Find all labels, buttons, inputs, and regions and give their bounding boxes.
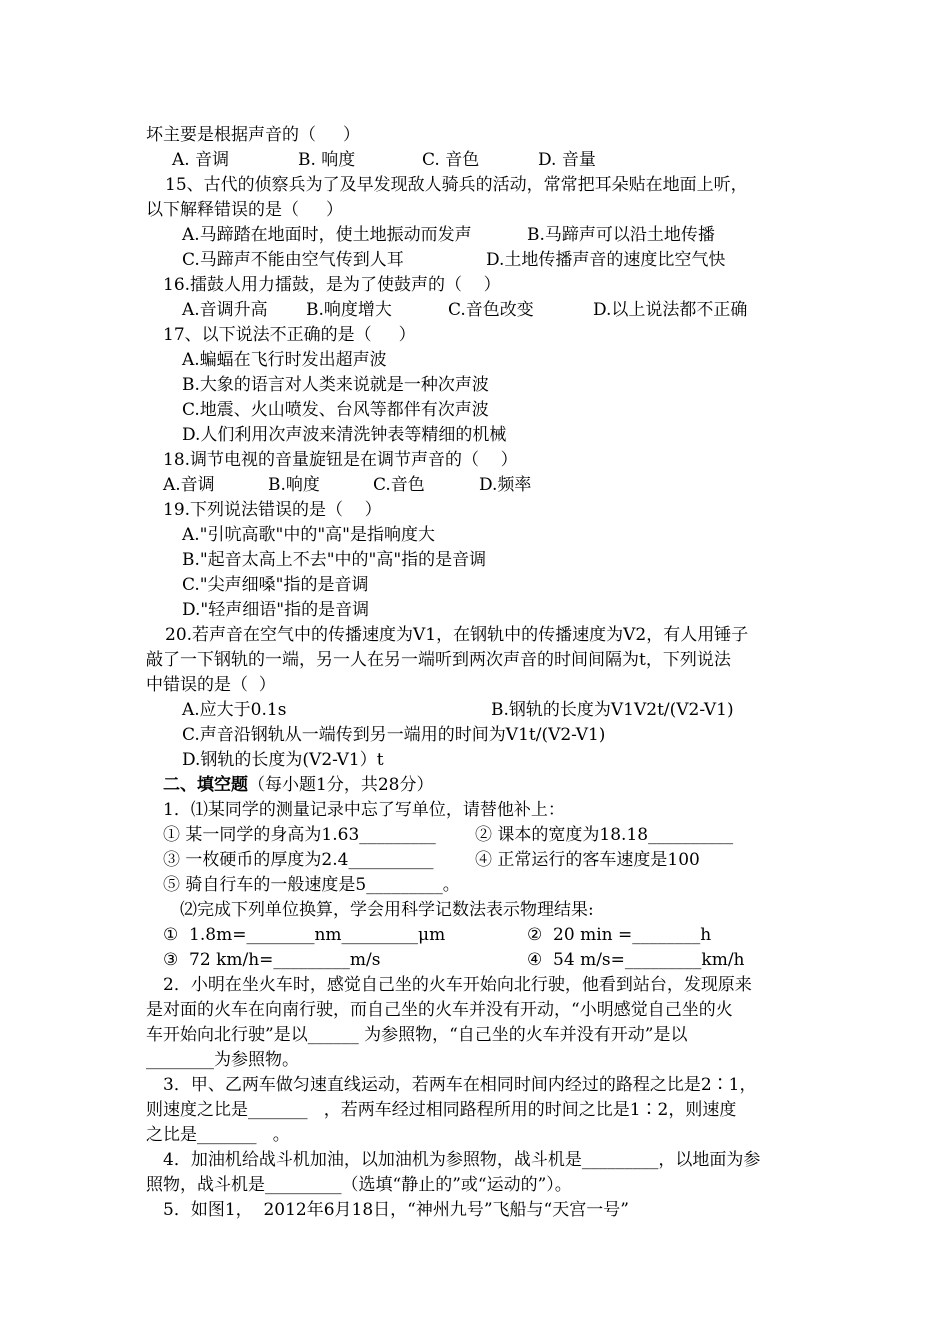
- text-segment: B.大象的语言对人类来说就是一种次声波: [182, 375, 489, 395]
- text-segment: 坏主要是根据声音的（ ）: [146, 125, 361, 145]
- text-line: [0, 423, 950, 448]
- text-line: [0, 523, 950, 548]
- text-segment: ① 某一同学的身高为1.63_________: [163, 825, 436, 845]
- text-line: [0, 873, 950, 898]
- text-segment: ③ 一枚硬币的厚度为2.4__________: [163, 850, 434, 870]
- text-line: [0, 248, 950, 273]
- text-line: [0, 698, 950, 723]
- text-segment: 则速度之比是_______ ，若两车经过相同路程所用的时间之比是1∶2，则速度: [146, 1100, 737, 1120]
- text-segment: A."引吭高歌"中的"高"是指响度大: [182, 525, 435, 545]
- text-segment: 5．如图1， 2012年6月18日，“神州九号”飞船与“天宫一号”: [163, 1200, 629, 1220]
- text-line: [0, 648, 950, 673]
- text-segment: 敲了一下钢轨的一端，另一人在另一端听到两次声音的时间间隔为t，下列说法: [146, 650, 731, 670]
- text-segment: ③ 72 km/h=_________m/s: [163, 950, 381, 970]
- text-line: [0, 723, 950, 748]
- text-segment: D.以上说法都不正确: [593, 300, 748, 320]
- text-segment: 20.若声音在空气中的传播速度为V1，在钢轨中的传播速度为V2，有人用锤子: [165, 625, 749, 645]
- text-segment: 1．⑴某同学的测量记录中忘了写单位，请替他补上：: [163, 800, 565, 820]
- text-line: [0, 823, 950, 848]
- text-line: [0, 173, 950, 198]
- text-segment: D.土地传播声音的速度比空气快: [486, 250, 726, 270]
- text-segment: ① 1.8m=________nm_________μm: [163, 925, 446, 945]
- text-line: [0, 623, 950, 648]
- text-segment: B."起音太高上不去"中的"高"指的是音调: [182, 550, 487, 570]
- text-segment: ⑵完成下列单位换算，学会用科学记数法表示物理结果:: [180, 900, 594, 920]
- text-segment: A.音调升高: [182, 300, 268, 320]
- text-line: [0, 1048, 950, 1073]
- text-segment: 16.擂鼓人用力擂鼓，是为了使鼓声的（ ）: [163, 275, 501, 295]
- text-line: [0, 348, 950, 373]
- text-line: [0, 148, 950, 173]
- text-line: [0, 1198, 950, 1223]
- text-segment: 之比是_______ 。: [146, 1125, 290, 1145]
- text-line: [0, 773, 950, 798]
- text-line: [0, 598, 950, 623]
- text-line: [0, 123, 950, 148]
- text-segment: C.音色改变: [448, 300, 534, 320]
- text-segment: D."轻声细语"指的是音调: [182, 600, 370, 620]
- text-line: [0, 398, 950, 423]
- text-segment: ④ 54 m/s=_________km/h: [527, 950, 745, 970]
- text-segment: ⑤ 骑自行车的一般速度是5_________。: [163, 875, 460, 895]
- text-line: [0, 223, 950, 248]
- text-segment: B. 响度: [298, 150, 356, 170]
- text-segment: A. 音调: [172, 150, 230, 170]
- text-segment: D.频率: [479, 475, 532, 495]
- text-line: [0, 898, 950, 923]
- text-segment: D.钢轨的长度为(V2-V1）t: [182, 750, 384, 770]
- text-line: [0, 1148, 950, 1173]
- text-segment: C.音色: [373, 475, 425, 495]
- text-segment: 18.调节电视的音量旋钮是在调节声音的（ ）: [163, 450, 518, 470]
- text-line: [0, 1023, 950, 1048]
- text-segment: C.马蹄声不能由空气传到人耳: [182, 250, 404, 270]
- text-line: [0, 498, 950, 523]
- text-segment: 是对面的火车在向南行驶，而自己坐的火车并没有开动，“小明感觉自己坐的火: [146, 1000, 733, 1020]
- text-segment: A.音调: [163, 475, 215, 495]
- text-segment: B.响度: [268, 475, 320, 495]
- text-line: [0, 1173, 950, 1198]
- text-line: [0, 198, 950, 223]
- text-line: [0, 298, 950, 323]
- text-segment: ② 20 min =________h: [527, 925, 712, 945]
- text-line: [0, 848, 950, 873]
- text-line: [0, 1098, 950, 1123]
- text-segment: A.马蹄踏在地面时，使土地振动而发声: [182, 225, 472, 245]
- text-segment: 以下解释错误的是（ ）: [146, 200, 344, 220]
- text-line: [0, 748, 950, 773]
- text-segment: 照物，战斗机是_________（选填“静止的”或“运动的”）。: [146, 1175, 572, 1195]
- text-line: [0, 798, 950, 823]
- text-segment: C.声音沿钢轨从一端传到另一端用的时间为V1t/(V2-V1): [182, 725, 606, 745]
- text-segment: 4．加油机给战斗机加油，以加油机为参照物，战斗机是_________，以地面为参: [163, 1150, 761, 1170]
- text-line: [0, 473, 950, 498]
- text-segment: 17、以下说法不正确的是（ ）: [163, 325, 416, 345]
- text-line: [0, 1073, 950, 1098]
- text-segment: 15、古代的侦察兵为了及早发现敌人骑兵的活动，常常把耳朵贴在地面上听，: [165, 175, 748, 195]
- text-segment: 3．甲、乙两车做匀速直线运动，若两车在相同时间内经过的路程之比是2∶1，: [163, 1075, 757, 1095]
- text-line: [0, 973, 950, 998]
- text-segment: 2．小明在坐火车时，感觉自己坐的火车开始向北行驶，他看到站台，发现原来: [163, 975, 752, 995]
- text-segment: ________为参照物。: [146, 1050, 299, 1070]
- text-segment: （每小题1分，共28分）: [248, 775, 434, 795]
- text-line: [0, 1123, 950, 1148]
- text-segment: C. 音色: [422, 150, 480, 170]
- text-line: [0, 323, 950, 348]
- text-line: [0, 373, 950, 398]
- text-segment: B.钢轨的长度为V1V2t/(V2-V1): [491, 700, 734, 720]
- text-line: [0, 998, 950, 1023]
- text-segment: 19.下列说法错误的是（ ）: [163, 500, 382, 520]
- text-line: [0, 448, 950, 473]
- text-line: [0, 673, 950, 698]
- text-segment: 车开始向北行驶”是以______ 为参照物，“自己坐的火车并没有开动”是以: [146, 1025, 688, 1045]
- text-segment: B.马蹄声可以沿土地传播: [527, 225, 715, 245]
- text-segment: D. 音量: [538, 150, 596, 170]
- text-segment: A.蝙蝠在飞行时发出超声波: [182, 350, 387, 370]
- text-segment: 中错误的是（ ）: [146, 675, 276, 695]
- text-segment: C."尖声细嗓"指的是音调: [182, 575, 369, 595]
- text-line: [0, 273, 950, 298]
- text-line: [0, 923, 950, 948]
- text-segment: C.地震、火山喷发、台风等都伴有次声波: [182, 400, 489, 420]
- text-line: [0, 573, 950, 598]
- text-line: [0, 948, 950, 973]
- text-segment: B.响度增大: [306, 300, 392, 320]
- text-segment: ④ 正常运行的客车速度是100: [475, 850, 700, 870]
- section-heading: 二、填空题: [163, 775, 248, 795]
- text-segment: D.人们利用次声波来清洗钟表等精细的机械: [182, 425, 507, 445]
- text-segment: ② 课本的宽度为18.18__________: [475, 825, 734, 845]
- text-segment: A.应大于0.1s: [182, 700, 287, 720]
- text-line: [0, 548, 950, 573]
